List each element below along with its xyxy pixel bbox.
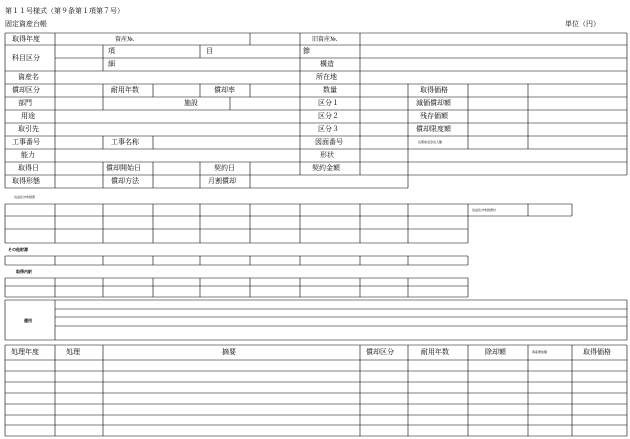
contract-date-label: 契約日 xyxy=(214,164,235,172)
class2-label: 区分２ xyxy=(318,112,339,120)
facility-label: 施設 xyxy=(184,99,198,107)
depr-limit-label: 償却限度額 xyxy=(416,125,451,133)
useful-life-label: 耐用年数 xyxy=(111,86,139,94)
history-header-depr-class: 償却区分 xyxy=(366,348,394,356)
contract-amount-label: 契約金額 xyxy=(312,164,340,172)
history-header-proc-year: 処理年度 xyxy=(11,348,39,356)
form-title: 第１１号様式（第９条第１項第７号） xyxy=(5,7,124,15)
remarks-label: 適用 xyxy=(24,318,32,323)
quantity-label: 数量 xyxy=(323,86,337,94)
history-header-retirement: 除却額 xyxy=(485,348,506,356)
acq-date-label: 取得日 xyxy=(18,164,39,172)
structure-label: 構造 xyxy=(320,60,334,68)
subitem-label: 目 xyxy=(206,47,213,55)
acq-price-label: 取得価格 xyxy=(420,86,448,94)
revenue-target-label: 収益化対象財源 xyxy=(14,195,36,199)
section-label: 節 xyxy=(303,47,310,55)
asset-no-label: 資産№. xyxy=(115,36,135,43)
depr-class-label: 償却区分 xyxy=(12,86,40,94)
history-header-acq-price: 取得価格 xyxy=(583,348,611,356)
capacity-label: 能力 xyxy=(21,151,35,159)
class1-label: 区分１ xyxy=(318,99,339,107)
work-no-label: 工事番号 xyxy=(12,138,40,146)
location-label: 所在地 xyxy=(316,73,337,81)
lt-prepaid-label: 長期前受金収入額 xyxy=(418,140,443,144)
residual-value-label: 残存価額 xyxy=(420,112,448,120)
old-asset-no-label: 旧資産№. xyxy=(312,36,338,43)
drawing-no-label: 図面番号 xyxy=(315,138,343,146)
accum-depr-label: 減価償却額 xyxy=(416,99,451,107)
ledger-title: 固定資産台帳 xyxy=(5,20,47,28)
acq-year-label: 取得年度 xyxy=(12,35,40,43)
category-label: 科目区分 xyxy=(12,54,40,62)
work-name-label: 工事名称 xyxy=(111,138,139,146)
depr-start-label: 償却開始日 xyxy=(106,164,141,172)
depr-method-label: 償却方法 xyxy=(111,177,139,185)
class3-label: 区分３ xyxy=(318,125,339,133)
history-header-proc: 処理 xyxy=(66,348,80,356)
history-header-useful-life: 耐用年数 xyxy=(421,348,449,356)
unit-label: 単位（円） xyxy=(565,20,600,28)
usage-label: 用途 xyxy=(21,112,35,120)
depr-rate-label: 償却率 xyxy=(214,86,235,94)
other-finance-label: その他財源 xyxy=(8,247,28,252)
acq-breakdown-label: 取得内訳 xyxy=(16,269,32,274)
revenue-total-label: 収益化対象財源計 xyxy=(472,208,497,212)
shape-label: 形状 xyxy=(320,151,334,159)
acq-form-label: 取得形態 xyxy=(12,177,40,185)
item-label: 項 xyxy=(108,47,115,55)
monthly-depr-label: 月割償却 xyxy=(208,177,236,185)
history-header-summary: 摘要 xyxy=(222,348,236,356)
history-header-asset-increase: 資産増加額 xyxy=(532,350,548,354)
detail-label: 細 xyxy=(108,60,115,68)
asset-name-label: 資産名 xyxy=(18,73,39,81)
supplier-label: 取引先 xyxy=(18,125,39,133)
department-label: 部門 xyxy=(18,99,32,107)
